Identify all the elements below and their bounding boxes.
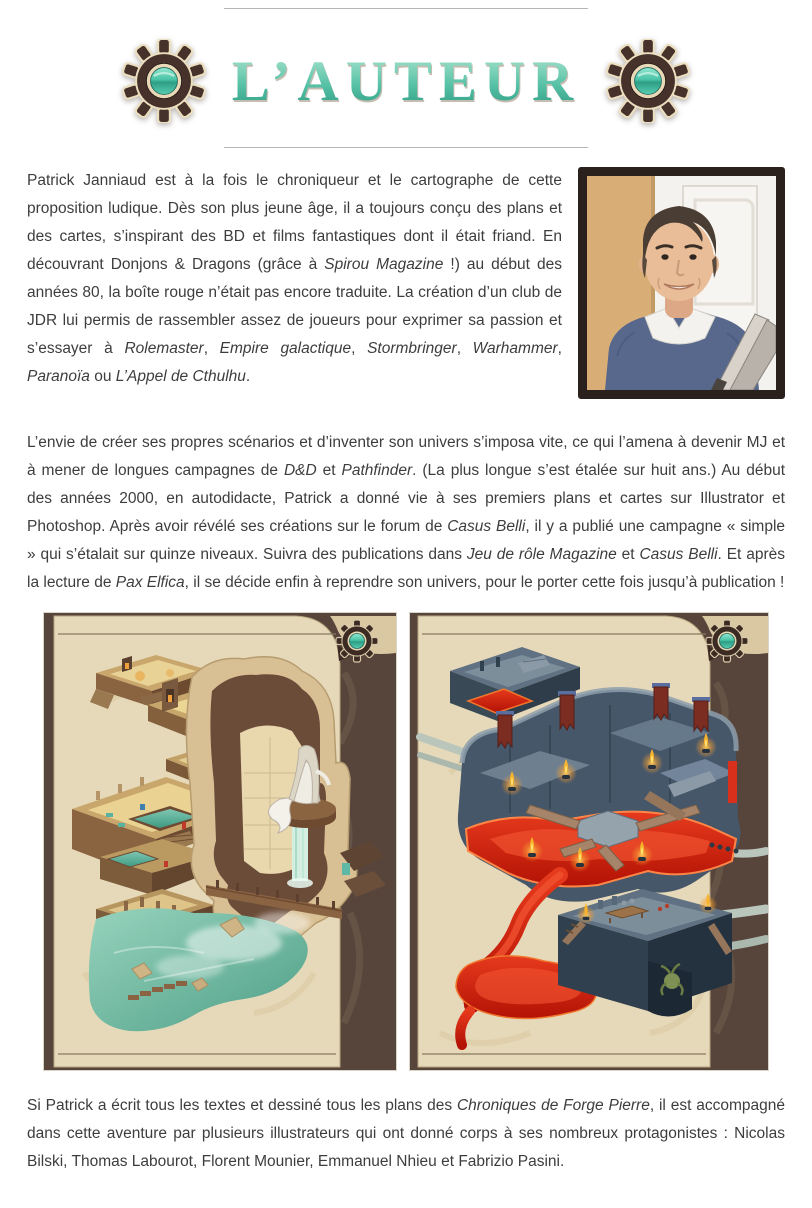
author-portrait-illustration: [587, 176, 776, 390]
gear-icon: [122, 39, 206, 123]
gear-icon: [606, 39, 690, 123]
cave-map: [44, 613, 396, 1070]
top-divider: [224, 8, 588, 9]
header-bottom-divider: [224, 147, 588, 148]
paragraph-author-intro: Patrick Janniaud est à la fois le chroniqueur et le cartographe de cette proposition ludique. Dès son plus jeune âge, il a toujours conçu des plans et des cartes, s’inspirant des BD et films fantastiques dont il était friand. En découvrant Donjons & Dragons (grâce à Spirou Magazine !) au début des années 80, la boîte rouge n’était pas encore traduite. La création d’un club de JDR lui permis de rassembler assez de joueurs pour exprimer sa passion et s’essayer à Rolemaster, Empire galactique, Stormbringer, Warhammer, Paranoïa ou L’Appel de Cthulhu.: [27, 172, 562, 385]
gear-icon: [606, 39, 690, 123]
lava-map: [410, 613, 768, 1070]
gear-icon: [706, 620, 748, 662]
article-content: [0, 167, 812, 1176]
paragraph-illustrators: Si Patrick a écrit tous les textes et dessiné tous les plans des Chroniques de Forge Pierre, il est accompagné dans cette aventure par plusieurs illustrateurs qui ont donné corps à ses nombreux protagonistes : Nicolas Bilski, Thomas Labourot, Florent Mounier, Emmanuel Nhieu et Fabrizio Pasini.: [27, 1097, 785, 1170]
waterfall: [292, 823, 308, 881]
author-portrait-photo: [578, 167, 785, 399]
page-title: L’AUTEUR: [231, 49, 581, 113]
maps-row: [27, 612, 785, 1071]
gear-icon: [336, 620, 378, 662]
cave-map-illustration: [43, 612, 397, 1071]
section-header: [0, 35, 812, 127]
paragraph-author-history: L’envie de créer ses propres scénarios et d’inventer son univers s’imposa vite, ce qui l’amena à devenir MJ et à mener de longues campagnes de D&D et Pathfinder. (La plus longue s’est étalée sur huit ans.) Au début des années 2000, en autodidacte, Patrick a donné vie à ses premiers plans et cartes sur Illustrator et Photoshop. Après avoir révélé ses créations sur le forum de Casus Belli, il y a publié une campagne « simple » qui s’étalait sur quinze niveaux. Suivra des publications dans Jeu de rôle Magazine et Casus Belli. Et après la lecture de Pax Elfica, il se décide enfin à reprendre son univers, pour le porter cette fois jusqu’à publication !: [27, 434, 786, 591]
gear-icon: [122, 39, 206, 123]
intro-block: [27, 167, 785, 391]
main-fortress: [458, 683, 741, 902]
lava-map-illustration: [409, 612, 769, 1071]
